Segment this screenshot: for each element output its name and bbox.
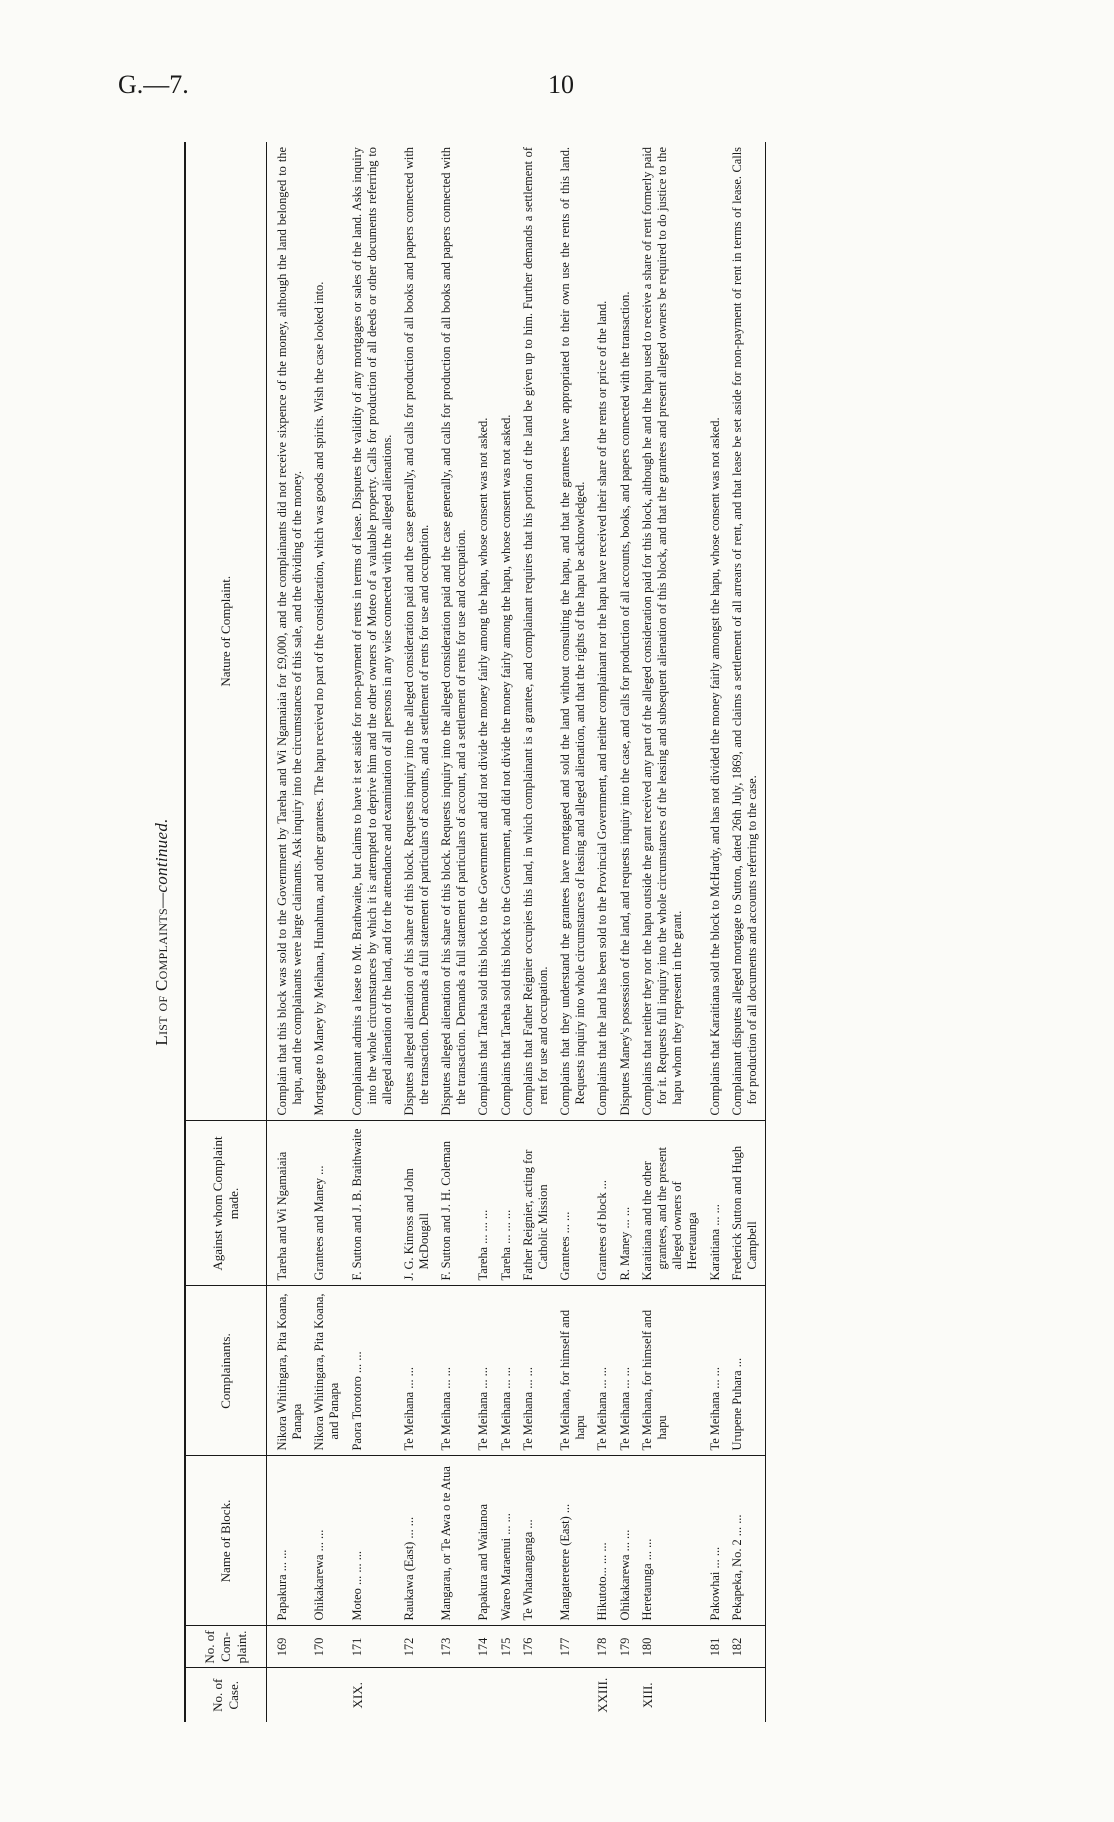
cell-against: F. Sutton and J. B. Braithwaite bbox=[348, 1121, 400, 1286]
cell-block: Heretaunga ... ... bbox=[638, 1456, 706, 1626]
cell-complainants: Te Meihana, for himself and hapu bbox=[556, 1286, 593, 1456]
cell-nature: Complain that this block was sold to the Government by Tareha and Wi Ngamaiaia for £9,000, and the complainants did not receive sixpence of the money, although the land belonged to the hapu, and the complainants were large claimants. Ask inquiry into the circumstances of this sale, and the dividing of the money. bbox=[275, 147, 305, 1116]
cell-against: J. G. Kinross and John McDougall bbox=[400, 1121, 437, 1286]
header-against: Against whom Complaint made. bbox=[185, 1121, 267, 1286]
cell-complaint: 170 bbox=[310, 1626, 347, 1668]
cell-complaint: 181 bbox=[706, 1626, 728, 1668]
cell-complainants: Te Meihana ... ... bbox=[616, 1286, 638, 1456]
cell-complaint: 169 bbox=[267, 1626, 311, 1668]
cell-complainants: Te Meihana ... ... bbox=[474, 1286, 496, 1456]
cell-complaint: 176 bbox=[519, 1626, 556, 1668]
cell-block: Ohikakarewa ... ... bbox=[310, 1456, 347, 1626]
cell-nature: Disputes Maney's possession of the land, and requests inquiry into the case, and calls for production of all accounts, books, and papers connected with the transaction. bbox=[617, 291, 632, 1116]
table-caption bbox=[140, 142, 184, 1722]
cell-case: XXIII. bbox=[593, 1668, 616, 1722]
cell-complaint: 173 bbox=[437, 1626, 474, 1668]
table-row bbox=[616, 142, 638, 1722]
table-row bbox=[474, 142, 496, 1722]
cell-block: Pekapeka, No. 2 ... ... bbox=[728, 1456, 766, 1626]
cell-complainants: Te Meihana ... ... bbox=[593, 1286, 616, 1456]
cell-against: Grantees ... ... bbox=[556, 1121, 593, 1286]
cell-complainants: Nikora Whitingara, Pita Koana, and Panapa bbox=[310, 1286, 347, 1456]
cell-case bbox=[616, 1668, 638, 1722]
cell-block: Moteo ... ... ... bbox=[348, 1456, 400, 1626]
cell-nature: Complains that Father Reignier occupies this land, in which complainant is a grantee, and complainant requires that his portion of the land be given up to him. Further demands a settlement of rent for use and occupation. bbox=[520, 147, 550, 1116]
cell-complainants: Nikora Whitingara, Pita Koana, Panapa bbox=[267, 1286, 311, 1456]
cell-block: Mangateretere (East) ... bbox=[556, 1456, 593, 1626]
header-complaint: No. of Com-plaint. bbox=[185, 1626, 267, 1668]
cell-block: Raukawa (East) ... ... bbox=[400, 1456, 437, 1626]
cell-complainants: Te Meihana ... ... bbox=[706, 1286, 728, 1456]
table-row bbox=[267, 142, 311, 1722]
cell-block: Wareo Maraenui ... ... bbox=[497, 1456, 519, 1626]
cell-against: F. Sutton and J. H. Coleman bbox=[437, 1121, 474, 1286]
cell-case bbox=[556, 1668, 593, 1722]
cell-nature: Complainant admits a lease to Mr. Brathwaite, but claims to have it set aside for non-payment of rents in terms of lease. Disputes the validity of any mortgages or sales of the land. Asks inquiry into the whole circumstances by which it is attempted to deprive him and the other owners of Moteo of a valuable property. Calls for production of all deeds or other documents referring to alleged alienation of the land, and for the attendance and examination of all persons in any wise connected with the alleged alienations. bbox=[349, 147, 394, 1116]
header-nature: Nature of Complaint. bbox=[185, 142, 267, 1121]
cell-complaint: 172 bbox=[400, 1626, 437, 1668]
cell-block: Mangarau, or Te Awa o te Atua bbox=[437, 1456, 474, 1626]
cell-nature: Complains that Tareha sold this block to the Government and did not divide the money fairly among the hapu, whose consent was not asked. bbox=[476, 417, 491, 1116]
table-row bbox=[400, 142, 437, 1722]
cell-nature: Complains that Karaitiana sold the block to McHardy, and has not divided the money fairly amongst the hapu, whose consent was not asked. bbox=[707, 417, 722, 1116]
table-row bbox=[556, 142, 593, 1722]
cell-against: Grantees of block ... bbox=[593, 1121, 616, 1286]
cell-block: Ohikakarewa ... ... bbox=[616, 1456, 638, 1626]
cell-complainants: Te Meihana ... ... bbox=[519, 1286, 556, 1456]
cell-case bbox=[310, 1668, 347, 1722]
cell-complainants: Te Meihana ... ... bbox=[400, 1286, 437, 1456]
cell-complaint: 171 bbox=[348, 1626, 400, 1668]
cell-block: Pakowhai ... ... bbox=[706, 1456, 728, 1626]
cell-nature: Disputes alleged alienation of his share of this block. Requests inquiry into the alleged consideration paid and the case generally, and calls for production of all books and papers connected with the transaction. Demands a full statement of particulars of account, and a settlement of rents for use and occupation. bbox=[439, 147, 469, 1116]
table-row bbox=[310, 142, 347, 1722]
cell-nature: Mortgage to Maney by Meihana, Hunahuna, and other grantees. The hapu received no part of the consideration, which was goods and spirits. Wish the case looked into. bbox=[312, 281, 327, 1116]
cell-against: Tareha ... ... ... bbox=[474, 1121, 496, 1286]
cell-against: Frederick Sutton and Hugh Campbell bbox=[728, 1121, 766, 1286]
cell-case bbox=[706, 1668, 728, 1722]
cell-nature: Disputes alleged alienation of his share of this block. Requests inquiry into the alleged consideration paid and the case generally, and calls for production of all books and papers connected with the transaction. Demands a full statement of particulars of accounts, and a settlement of rents for use and occupation. bbox=[401, 147, 431, 1116]
cell-block: Hikutoto... ... ... bbox=[593, 1456, 616, 1626]
cell-against: Father Reignier, acting for Catholic Mission bbox=[519, 1121, 556, 1286]
cell-block: Papakura ... ... bbox=[267, 1456, 311, 1626]
table-row bbox=[519, 142, 556, 1722]
header-complainants: Complainants. bbox=[185, 1286, 267, 1456]
cell-case bbox=[728, 1668, 766, 1722]
cell-against: Karaitiana and the other grantees, and the present alleged owners of Heretaunga bbox=[638, 1121, 706, 1286]
cell-complainants: Te Meihana ... ... bbox=[497, 1286, 519, 1456]
cell-case bbox=[267, 1668, 311, 1722]
cell-against: Grantees and Maney ... bbox=[310, 1121, 347, 1286]
cell-complaint: 178 bbox=[593, 1626, 616, 1668]
cell-case bbox=[519, 1668, 556, 1722]
cell-block: Papakura and Waitanoa bbox=[474, 1456, 496, 1626]
table-caption-continued: —continued. bbox=[152, 818, 171, 909]
cell-complaint: 174 bbox=[474, 1626, 496, 1668]
cell-nature: Complains that the land has been sold to the Provincial Government, and neither complainant nor the hapu have received their share of the rents or price of the land. bbox=[595, 300, 610, 1116]
cell-complaint: 179 bbox=[616, 1626, 638, 1668]
cell-against: Tareha and Wi Ngamaiaia bbox=[267, 1121, 311, 1286]
cell-complaint: 175 bbox=[497, 1626, 519, 1668]
page-number: 10 bbox=[548, 70, 574, 99]
table-row bbox=[638, 142, 706, 1722]
cell-nature: Complains that Tareha sold this block to the Government, and did not divide the money fairly among the hapu, whose consent was not asked. bbox=[498, 414, 513, 1116]
cell-case bbox=[400, 1668, 437, 1722]
table-row bbox=[706, 142, 728, 1722]
table-caption-title: List of Complaints bbox=[152, 908, 171, 1046]
cell-nature: Complains that they understand the grantees have mortgaged and sold the land without consulting the hapu, and that the grantees have appropriated to their own use the rents of this land. Requests inquiry into whole circumstances of leasing and alleged alienation, and that the rights of the hapu be acknowledged. bbox=[557, 147, 587, 1116]
cell-complainants: Urupene Puhara ... bbox=[728, 1286, 766, 1456]
cell-case bbox=[474, 1668, 496, 1722]
table-row bbox=[437, 142, 474, 1722]
table-header-row bbox=[185, 142, 267, 1722]
cell-case bbox=[497, 1668, 519, 1722]
cell-case bbox=[437, 1668, 474, 1722]
cell-complainants: Paora Torotoro ... ... bbox=[348, 1286, 400, 1456]
cell-nature: Complains that neither they nor the hapu outside the grant received any part of the alleged consideration paid for this block, although he and the hapu used to receive a share of rent formerly paid for it. Requests full inquiry into the whole circumstances of the leasing and subsequent alienation of this block, and that the grantees and present alleged owners be required to do justice to the hapu whom they represent in the grant. bbox=[640, 147, 685, 1116]
table-row bbox=[497, 142, 519, 1722]
cell-block: Te Whataanganga ... bbox=[519, 1456, 556, 1626]
cell-case: XIII. bbox=[638, 1668, 706, 1722]
cell-nature: Complainant disputes alleged mortgage to Sutton, dated 26th July, 1869, and claims a settlement of all arrears of rent, and that lease be set aside for non-payment of rent in terms of lease. Calls for production of all documents and accounts referring to the case. bbox=[728, 142, 766, 1121]
table-row bbox=[728, 142, 766, 1722]
complaints-table bbox=[184, 142, 766, 1722]
rotated-table-container bbox=[140, 142, 986, 1722]
cell-complaint: 177 bbox=[556, 1626, 593, 1668]
header-case: No. of Case. bbox=[185, 1668, 267, 1722]
table-row bbox=[593, 142, 616, 1722]
header-block: Name of Block. bbox=[185, 1456, 267, 1626]
cell-against: Karaitiana ... ... bbox=[706, 1121, 728, 1286]
cell-against: R. Maney ... ... bbox=[616, 1121, 638, 1286]
cell-complainants: Te Meihana ... ... bbox=[437, 1286, 474, 1456]
cell-case: XIX. bbox=[348, 1668, 400, 1722]
cell-complaint: 182 bbox=[728, 1626, 766, 1668]
page-code: G.—7. bbox=[118, 70, 189, 99]
cell-against: Tareha ... ... ... bbox=[497, 1121, 519, 1286]
cell-complaint: 180 bbox=[638, 1626, 706, 1668]
table-row bbox=[348, 142, 400, 1722]
cell-complainants: Te Meihana, for himself and hapu bbox=[638, 1286, 706, 1456]
